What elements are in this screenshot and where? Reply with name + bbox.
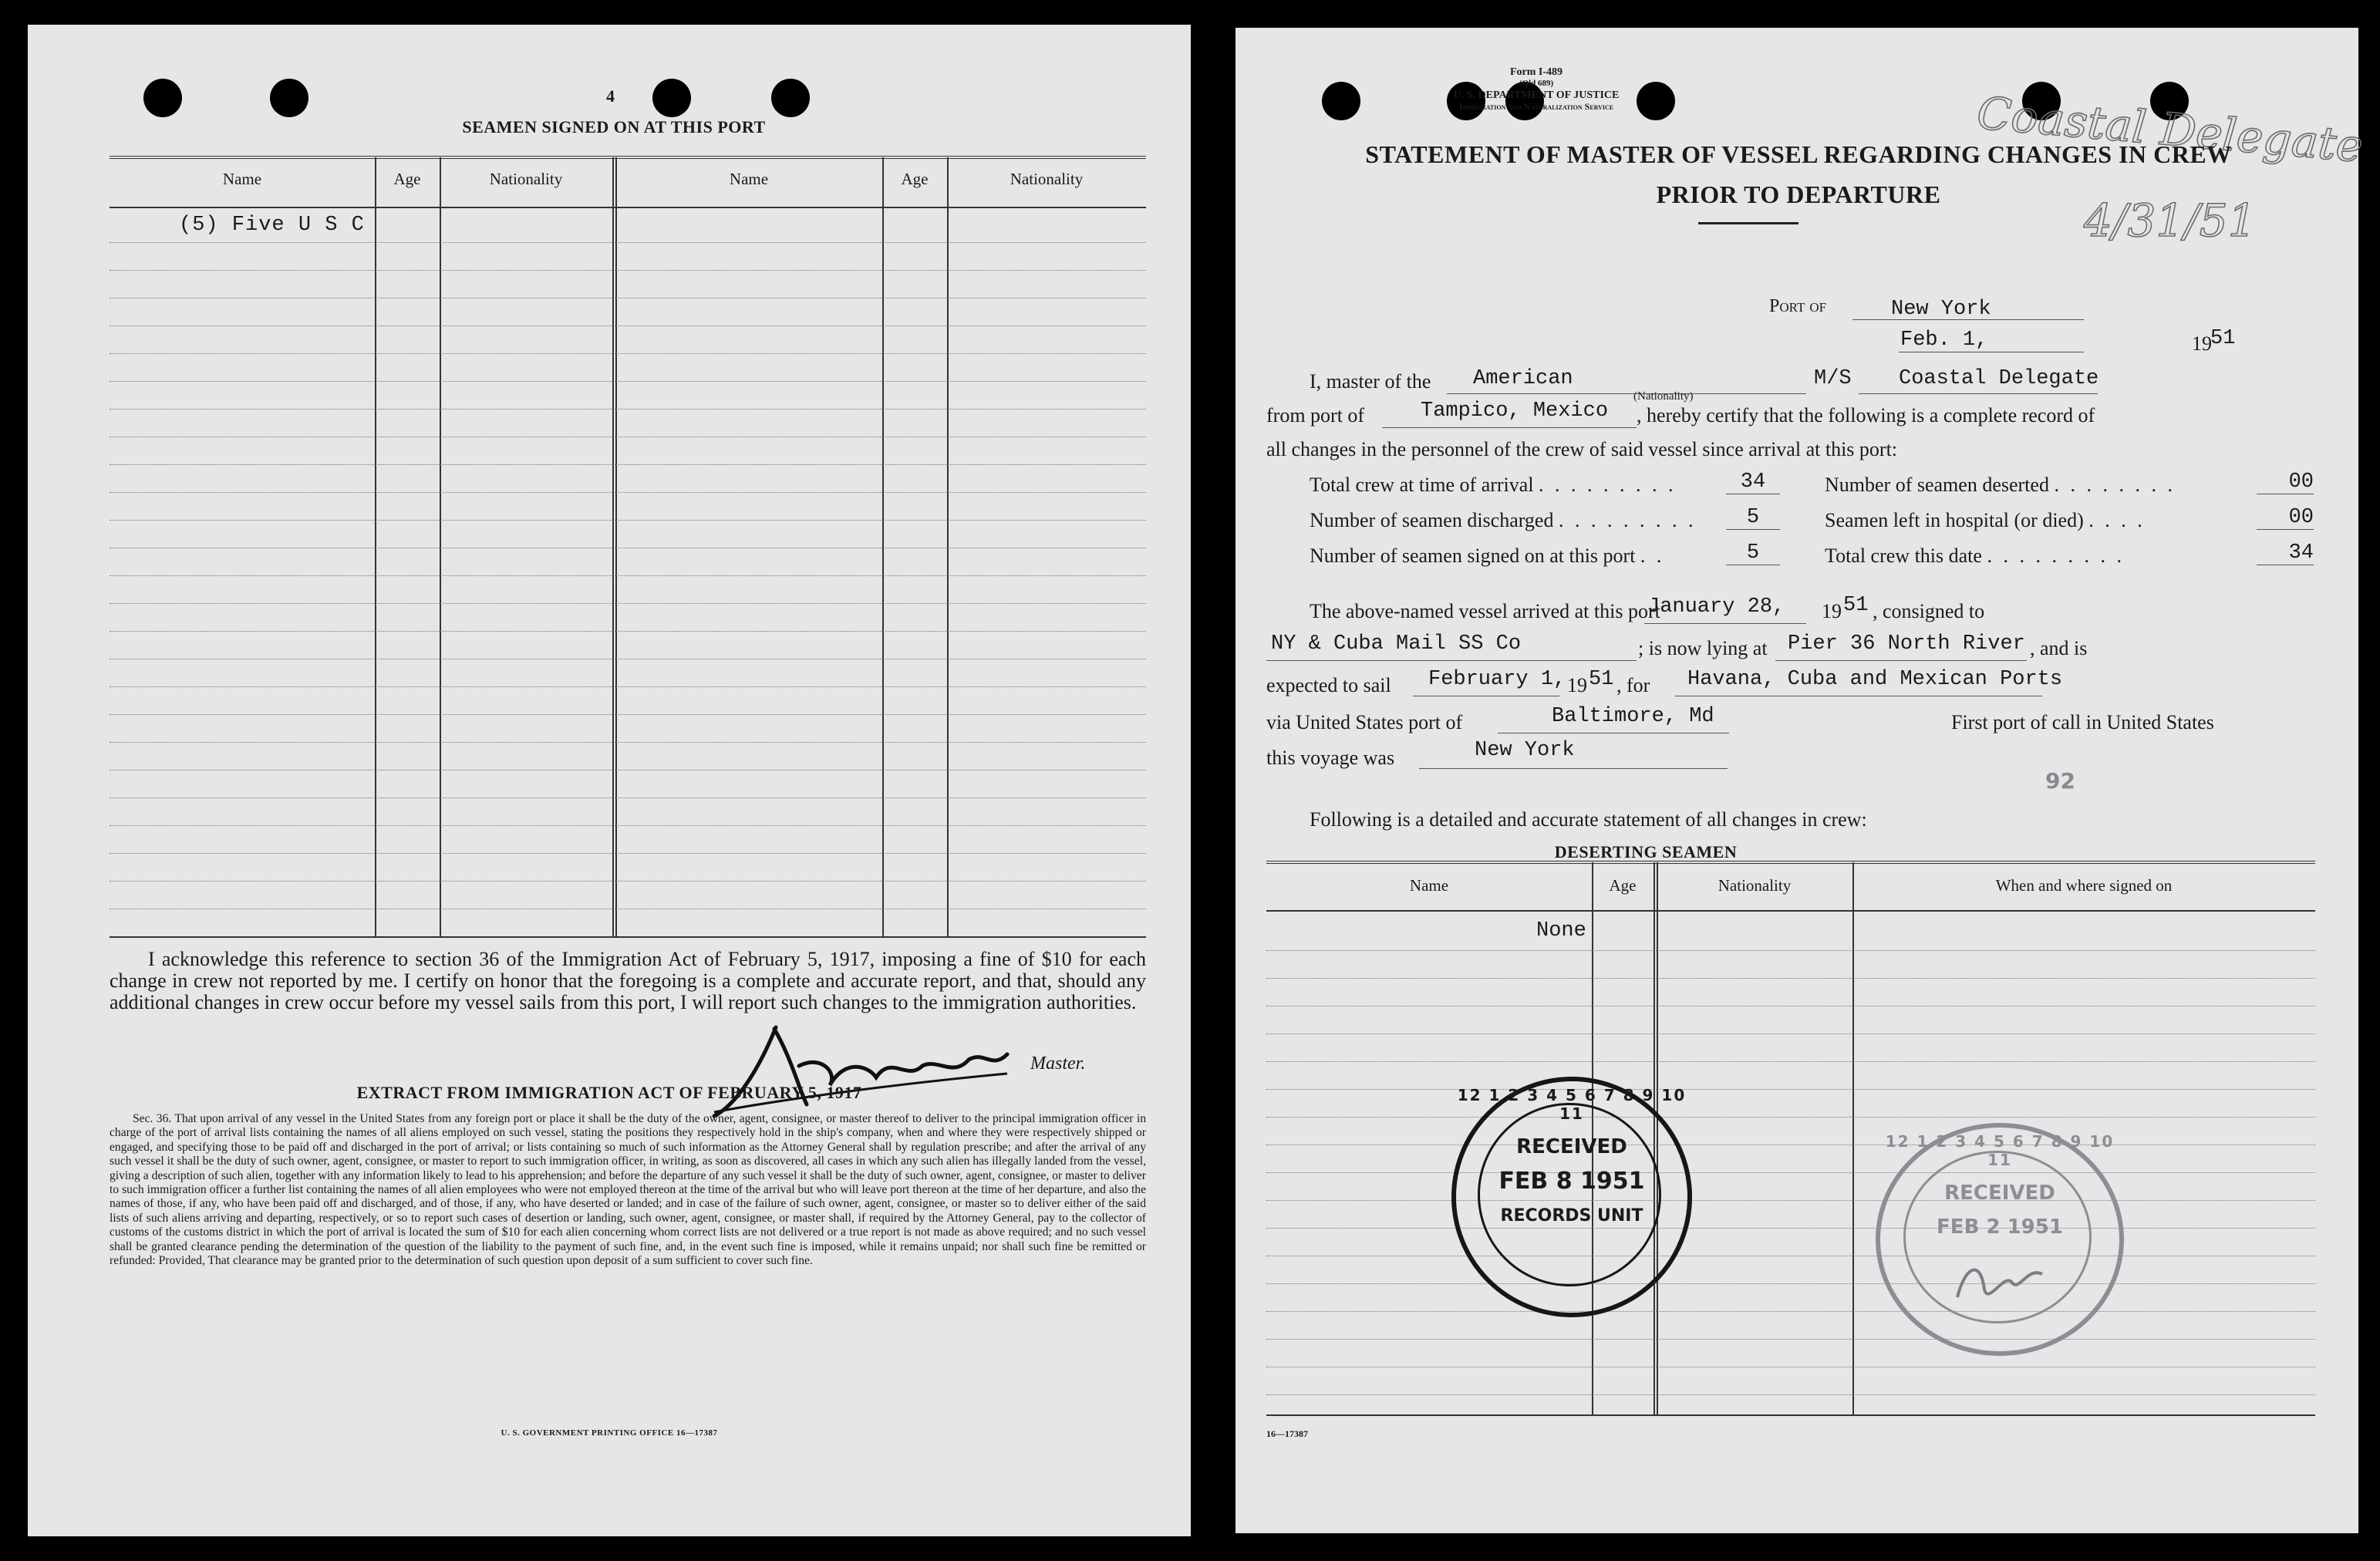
column-header-age-2: Age (901, 170, 929, 188)
table-row: None (1536, 919, 1586, 942)
stat-label: Total crew at time of arrival (1310, 474, 1534, 496)
row-rule (1266, 978, 2315, 979)
for-label: , for (1616, 674, 1650, 696)
stat-signed-on: Number of seamen signed on at this port . . 5 (1310, 544, 1803, 568)
extract-title: EXTRACT FROM IMMIGRATION ACT OF FEBRUARY 5, 1917 (356, 1083, 862, 1102)
row-rule (1266, 950, 2315, 951)
column-header-nationality: Nationality (489, 170, 563, 188)
sail-year-prefix: 19 (1567, 674, 1587, 696)
department-name: U. S. DEPARTMENT OF JUSTICE (1453, 89, 1620, 101)
row-rule (1266, 1228, 2315, 1229)
row-rule (1266, 1033, 2315, 1034)
row-rule (110, 825, 1146, 826)
row-rule (110, 464, 1146, 465)
form-title-line-2: PRIOR TO DEPARTURE (1656, 180, 1941, 208)
extract-text: Sec. 36. That upon arrival of any vessel in the United States from any foreign port or place it shall be the duty of the owner, agent, consignee, or master thereof to deliver to the principal immigration officer in charge of the port of arrival lists containing the names of all aliens employed on such vessel, stating the positions they respectively hold in the ship's company, when and where they were respectively shipped or engaged, and specifying those to be paid off and discharged in the port of arrival; or lists containing so much of such information as the Attorney General shall by regulation prescribe; and after the arrival of any such vessel it shall be the duty of such owner, agent, consignee, or master to report to such immigration officer, in writing, as soon as discovered, all cases in which any such alien has illegally landed from the vessel, giving a description of such alien, together with any information likely to lead to his apprehension; and before the departure of any such vessel it shall be the duty of such owner, agent, consignee, or master to deliver to such immigration officer a further list containing the names of all alien employees who were not employed thereon at the time of the arrival but who will leave port thereon at the time of her departure, and also the names of those, if any, who have been paid off and discharged, and of those, if any, who have deserted or landed; and in case of the failure of such owner, agent, consignee, or master so to deliver either of the said lists of such aliens arriving and departing, respectively, or so to report such cases of desertion or landing, such owner, agent, consignee, or master shall, if required by the Attorney General, pay to the collector of customs of the customs district in which the port of arrival is located the sum of $10 for each alien concerning whom correct lists are not delivered or a true report is not made as above required; and no such vessel shall be granted clearance pending the determination of the question of the liability to the payment of such fine, and, in the event such fine is imposed, while it remains unpaid; nor shall such fine be remitted or refunded: Provided, That clearance may be granted prior to the determination of such question upon deposit of a sum sufficient to cover such fine. (110, 1112, 1146, 1268)
row-rule (110, 492, 1146, 493)
column-header-age: Age (393, 170, 421, 188)
form-title-line-1: STATEMENT OF MASTER OF VESSEL REGARDING CHANGES IN CREW (1365, 140, 2232, 168)
stamp-ring-numbers: 12 1 2 3 4 5 6 7 8 9 10 11 (1457, 1086, 1687, 1123)
port-of-label: Port of (1769, 296, 1827, 316)
stat-label: Number of seamen deserted (1825, 474, 2049, 496)
row-rule (110, 270, 1146, 271)
left-page-title: SEAMEN SIGNED ON AT THIS PORT (462, 117, 766, 137)
stat-label: Number of seamen discharged (1310, 509, 1554, 531)
stat-value: 34 (1726, 470, 1780, 494)
stat-label: Total crew this date (1825, 544, 1982, 567)
first-port-label: First port of call in United States (1951, 711, 2214, 733)
voyage-value: New York (1475, 739, 1575, 762)
statement-date: Feb. 1, (1900, 329, 1988, 352)
row-rule (1266, 1089, 2315, 1090)
table-top-rule (110, 156, 1146, 162)
stat-value: 34 (2257, 541, 2314, 565)
row-rule (110, 686, 1146, 687)
arrival-year: 51 (1843, 594, 1869, 617)
form-header (1351, 66, 1721, 113)
table-header-rule (110, 207, 1146, 208)
stamp-date: FEB 2 1951 (1937, 1215, 2063, 1239)
sail-date: February 1, (1428, 668, 1566, 691)
row-rule (1266, 1061, 2315, 1062)
printer-line: U. S. GOVERNMENT PRINTING OFFICE 16—17387 (501, 1428, 718, 1438)
handwritten-date: 4/31/51 (2084, 194, 2257, 247)
following-text: Following is a detailed and accurate statement of all changes in crew: (1310, 808, 1867, 831)
from-port-label: from port of (1266, 404, 1365, 426)
row-rule (110, 797, 1146, 798)
stat-value: 00 (2257, 470, 2314, 494)
row-rule (110, 714, 1146, 715)
lying-at: Pier 36 North River (1788, 632, 2025, 656)
via-port: Baltimore, Md (1552, 705, 1714, 728)
punch-hole (771, 79, 810, 117)
vessel-type: M/S (1814, 367, 1852, 390)
row-rule (1266, 1394, 2315, 1395)
vessel-name: Coastal Delegate (1899, 367, 2099, 390)
row-rule (110, 631, 1146, 632)
form-old-number: (Old 689) (1519, 79, 1554, 88)
stat-value: 00 (2257, 506, 2314, 530)
left-page (28, 25, 1191, 1536)
title-underline (1698, 222, 1798, 224)
master-of-label: I, master of the (1310, 370, 1431, 393)
row-rule (110, 325, 1146, 326)
deserting-column-name: Name (1409, 876, 1449, 895)
row-rule (1266, 1200, 2315, 1201)
stat-hospital: Seamen left in hospital (or died) . . . . 00 (1825, 506, 2314, 531)
consignee: NY & Cuba Mail SS Co (1271, 632, 1522, 656)
row-rule (110, 742, 1146, 743)
nationality-caption: (Nationality) (1633, 390, 1694, 403)
deserting-column-nationality: Nationality (1718, 876, 1792, 895)
and-is-label: , and is (2030, 637, 2088, 659)
via-label: via United States port of (1266, 711, 1463, 733)
master-signature (683, 1012, 1023, 1128)
stat-total-date: Total crew this date . . . . . . . . . 34 (1825, 541, 2314, 567)
punch-hole (143, 79, 182, 117)
arrival-date: January 28, (1647, 595, 1785, 619)
row-rule (1266, 1339, 2315, 1340)
stat-deserted: Number of seamen deserted . . . . . . . . 00 (1825, 470, 2314, 496)
stamp-date: FEB 8 1951 (1498, 1168, 1645, 1195)
statement-year: 51 (2210, 327, 2236, 350)
stat-total-arrival: Total crew at time of arrival . . . . . . . . . 34 (1310, 474, 1803, 497)
arrived-label: The above-named vessel arrived at this port (1310, 600, 1660, 622)
stat-label: Number of seamen signed on at this port (1310, 544, 1636, 567)
form-number: Form I-489 (1509, 66, 1563, 78)
year-prefix: 19 (2192, 332, 2212, 355)
row-rule (110, 409, 1146, 410)
row-rule (110, 881, 1146, 882)
row-rule (1266, 1117, 2315, 1118)
stamp-received-label: RECEIVED (1516, 1135, 1627, 1158)
changes-text: all changes in the personnel of the crew of said vessel since arrival at this port: (1266, 438, 1898, 460)
stat-value: 5 (1726, 541, 1780, 565)
consigned-label: , consigned to (1873, 600, 1985, 622)
column-header-nationality-2: Nationality (1010, 170, 1084, 188)
deserting-table-top (1266, 861, 2315, 867)
voyage-label: this voyage was (1266, 747, 1395, 769)
stamp-ring-numbers: 12 1 2 3 4 5 6 7 8 9 10 11 (1885, 1132, 2115, 1169)
received-stamp (1451, 1077, 1692, 1317)
form-title (1236, 134, 2361, 214)
acknowledgment-text: I acknowledge this reference to section 36 of the Immigration Act of February 5, 1917, imposing a fine of $10 for each change in crew not reported by me. I certify on honor that the foregoing is a complete and accurate report, and that, should any additional changes in crew occur before my vessel sails from this port, I will report such changes to the immigration authorities. (110, 948, 1146, 1013)
column-header-name-2: Name (729, 170, 769, 188)
received-stamp-faint (1876, 1123, 2124, 1356)
certify-text: , hereby certify that the following is a complete record of (1637, 404, 2095, 426)
table-row: (5) Five U S C (179, 214, 365, 237)
row-rule (110, 853, 1146, 854)
stamp-unit: RECORDS UNIT (1500, 1206, 1643, 1226)
stamp-initials (1950, 1251, 2058, 1313)
sail-year: 51 (1589, 668, 1614, 691)
master-label: Master. (1030, 1054, 1086, 1074)
column-header-name: Name (222, 170, 262, 188)
right-page (1236, 28, 2365, 1533)
row-rule (110, 520, 1146, 521)
row-rule (1266, 1311, 2315, 1312)
footer-code: 16—17387 (1266, 1428, 1308, 1439)
deserting-column-age: Age (1609, 876, 1637, 895)
arrival-year-prefix: 19 (1822, 600, 1842, 622)
destination: Havana, Cuba and Mexican Ports (1687, 668, 2063, 691)
row-rule (110, 603, 1146, 604)
row-rule (1266, 1283, 2315, 1284)
port-value: New York (1891, 298, 1991, 321)
from-port-value: Tampico, Mexico (1421, 400, 1609, 423)
row-rule (110, 575, 1146, 576)
punch-hole (652, 79, 691, 117)
page-number: 4 (606, 86, 615, 106)
expected-label: expected to sail (1266, 674, 1391, 696)
vessel-nationality: American (1473, 367, 1573, 390)
table-bottom-rule (110, 936, 1146, 938)
punch-hole (270, 79, 308, 117)
stamp-received-label: RECEIVED (1944, 1182, 2055, 1205)
row-rule (1266, 1172, 2315, 1173)
row-rule (110, 353, 1146, 354)
service-name: Immigration and Naturalization Service (1458, 101, 1614, 112)
stat-label: Seamen left in hospital (or died) (1825, 509, 2084, 531)
deserting-column-signed-on: When and where signed on (1995, 876, 2173, 895)
deserting-title: DESERTING SEAMEN (1554, 842, 1738, 861)
stamped-number: 92 (2045, 768, 2075, 794)
lying-label: ; is now lying at (1638, 637, 1768, 659)
handwritten-vessel-name: Coastal Delegate (1974, 86, 2365, 173)
stat-value: 5 (1726, 506, 1780, 530)
row-rule (110, 242, 1146, 243)
row-rule (110, 381, 1146, 382)
stat-discharged: Number of seamen discharged . . . . . . . . . 5 (1310, 509, 1803, 532)
